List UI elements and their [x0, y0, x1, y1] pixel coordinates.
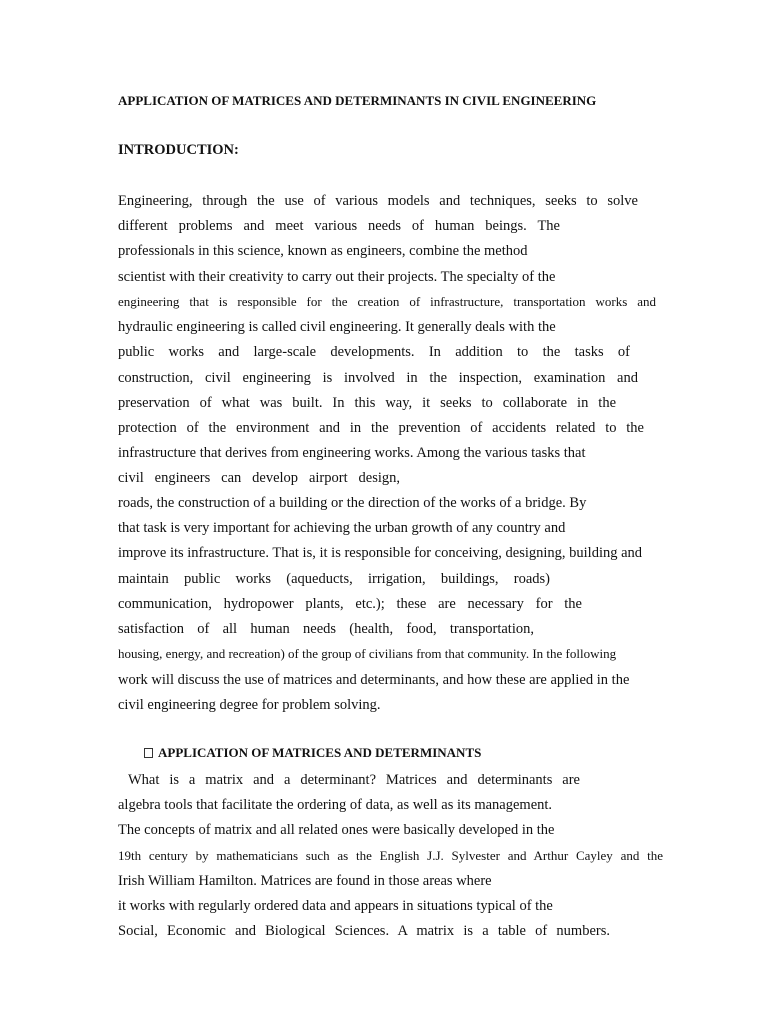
intro-heading: INTRODUCTION:	[118, 142, 239, 158]
section-line: The concepts of matrix and all related ones were basically developed in the	[118, 822, 555, 838]
intro-line: different problems and meet various needs of human beings. The	[118, 218, 560, 234]
intro-line: civil engineers can develop airport design,	[118, 470, 400, 486]
intro-line: scientist with their creativity to carry out their projects. The specialty of the	[118, 269, 556, 285]
section-line: it works with regularly ordered data and appears in situations typical of the	[118, 898, 553, 914]
intro-line: communication, hydropower plants, etc.); these are necessary for the	[118, 596, 582, 612]
intro-line: professionals in this science, known as engineers, combine the method	[118, 243, 528, 259]
intro-line: construction, civil engineering is involved in the inspection, examination and	[118, 370, 638, 386]
intro-line: civil engineering degree for problem solving.	[118, 697, 381, 713]
section-line: algebra tools that facilitate the ordering of data, as well as its management.	[118, 797, 553, 813]
document-title: APPLICATION OF MATRICES AND DETERMINANTS IN CIVIL ENGINEERING	[118, 93, 597, 108]
checkbox-bullet-icon	[144, 748, 153, 758]
section-heading	[144, 745, 481, 761]
section-line: Irish William Hamilton. Matrices are found in those areas where	[118, 873, 492, 889]
intro-line: roads, the construction of a building or the direction of the works of a bridge. By	[118, 495, 587, 511]
intro-line: preservation of what was built. In this way, it seeks to collaborate in the	[118, 395, 616, 411]
section-line: Social, Economic and Biological Sciences. A matrix is a table of numbers.	[118, 923, 610, 939]
section-heading-text: APPLICATION OF MATRICES AND DETERMINANTS	[158, 745, 482, 760]
intro-line: protection of the environment and in the prevention of accidents related to the	[118, 420, 644, 436]
intro-line: infrastructure that derives from engineering works. Among the various tasks that	[118, 445, 586, 461]
intro-line: engineering that is responsible for the creation of infrastructure, transportation works and	[118, 294, 656, 309]
section-line: 19th century by mathematicians such as the English J.J. Sylvester and Arthur Cayley and the	[118, 848, 663, 863]
intro-line: housing, energy, and recreation) of the group of civilians from that community. In the following	[118, 646, 617, 661]
intro-line: Engineering, through the use of various models and techniques, seeks to solve	[118, 193, 638, 209]
intro-line: improve its infrastructure. That is, it is responsible for conceiving, designing, building and	[118, 545, 643, 561]
section-line: What is a matrix and a determinant? Matrices and determinants are	[128, 772, 580, 788]
intro-line: maintain public works (aqueducts, irrigation, buildings, roads)	[118, 571, 550, 587]
intro-line: hydraulic engineering is called civil engineering. It generally deals with the	[118, 319, 556, 335]
intro-line: that task is very important for achieving the urban growth of any country and	[118, 520, 566, 536]
intro-line: public works and large-scale developments. In addition to the tasks of	[118, 344, 630, 360]
intro-line: work will discuss the use of matrices and determinants, and how these are applied in the	[118, 672, 630, 688]
intro-line: satisfaction of all human needs (health, food, transportation,	[118, 621, 534, 637]
